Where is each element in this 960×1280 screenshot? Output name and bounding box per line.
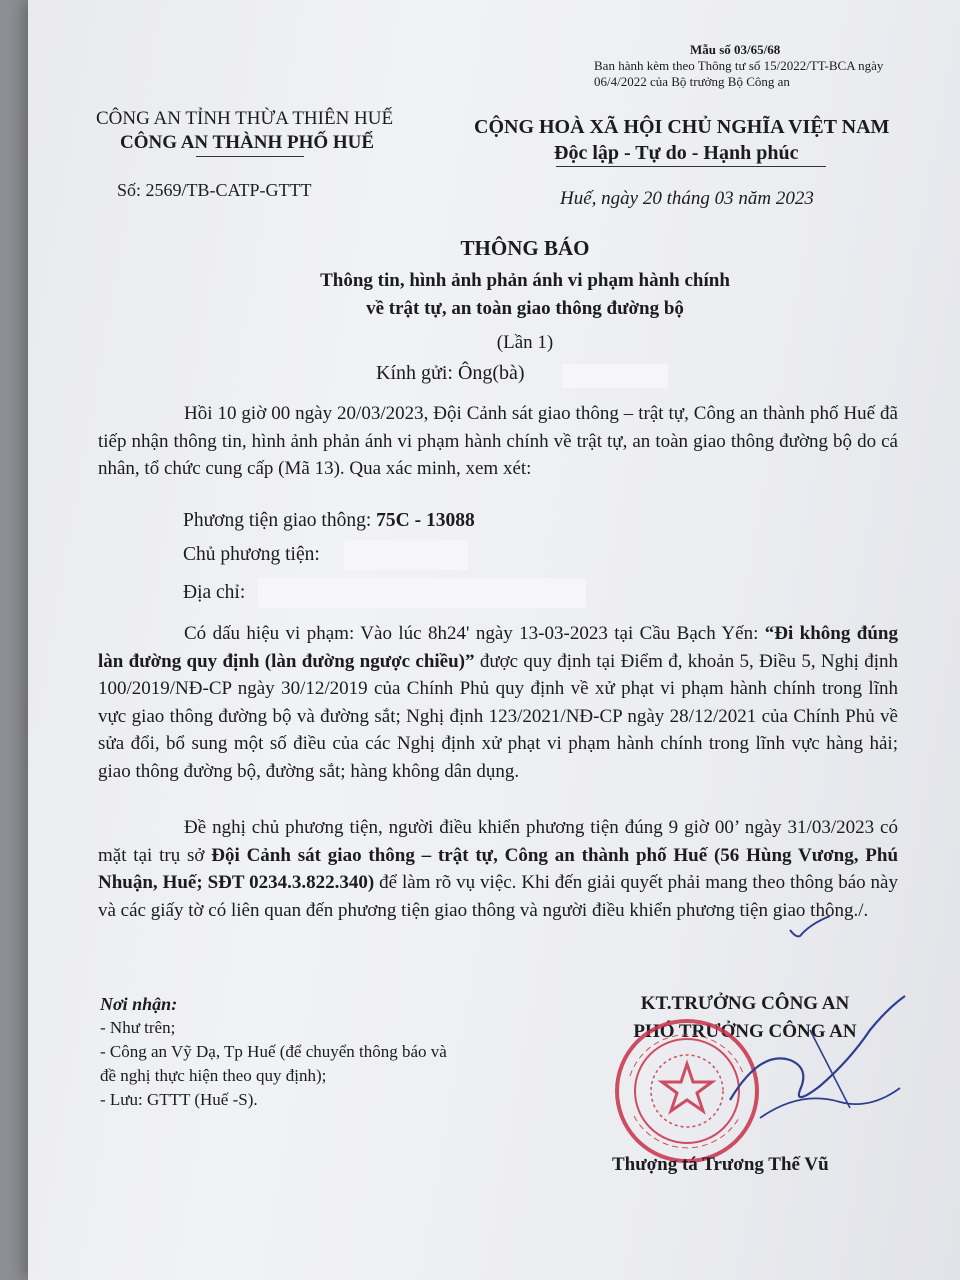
redacted-address	[258, 578, 586, 608]
request-paragraph	[98, 814, 898, 924]
recipient-item: đề nghị thực hiện theo quy định);	[100, 1066, 327, 1085]
vehicle-plate: 75C - 13088	[376, 510, 475, 531]
request-rest: để làm rõ vụ việc. Khi đến giải quyết phải mang theo thông báo này và các giấy tờ có liên quan đến phương tiện giao thông và người điều khiển phương tiện giao thông./.	[98, 872, 898, 921]
form-code: Mẫu số 03/65/68	[690, 42, 781, 57]
request-location: Đội Cảnh sát giao thông – trật tự, Công an thành phố Huế (56 Hùng Vương, Phú Nhuận, Huế; SĐT 0234.3.822.340)	[98, 844, 899, 893]
handwritten-signature	[700, 990, 920, 1140]
document-title: THÔNG BÁO	[460, 236, 590, 260]
violation-description: “Đi không đúng làn đường quy định (làn đường ngược chiều)”	[98, 623, 898, 672]
motto-underline	[556, 166, 826, 167]
recipient-item: - Công an Vỹ Dạ, Tp Huế (để chuyển thông báo và	[100, 1042, 447, 1061]
intro-paragraph: Hồi 10 giờ 00 ngày 20/03/2023, Đội Cảnh sát giao thông – trật tự, Công an thành phố Huế đã tiếp nhận thông tin, hình ảnh phản ánh vi phạm hành chính về trật tự, an toàn giao thông đường bộ do cá nhân, tổ chức cung cấp (Mã 13). Qua xác minh, xem xét:	[98, 403, 898, 479]
vehicle-field	[183, 510, 475, 532]
vehicle-label: Phương tiện giao thông:	[183, 510, 377, 531]
address-label: Địa chỉ:	[183, 582, 246, 603]
addressee-label: Kính gửi: Ông(bà)	[376, 362, 525, 384]
violation-prefix: Có dấu hiệu vi phạm: Vào lúc 8h24' ngày 13-03-2023 tại Cầu Bạch Yến:	[184, 623, 765, 644]
redacted-owner	[344, 540, 468, 570]
violation-paragraph	[98, 620, 898, 785]
address-field	[183, 582, 245, 604]
recipients-heading: Nơi nhận:	[100, 994, 178, 1014]
notice-round: (Lần 1)	[496, 332, 554, 353]
owner-label: Chủ phương tiện:	[183, 544, 320, 565]
agency-name: CÔNG AN THÀNH PHỐ HUẾ	[120, 132, 375, 153]
document-subtitle-2: về trật tự, an toàn giao thông đường bộ	[366, 298, 684, 319]
agency-parent: CÔNG AN TỈNH THỪA THIÊN HUẾ	[96, 108, 394, 129]
signature-title-2: PHÓ TRƯỞNG CÔNG AN	[633, 1021, 857, 1042]
document-number: Số: 2569/TB-CATP-GTTT	[117, 180, 312, 200]
violation-legal-basis: được quy định tại Điểm đ, khoản 5, Điều 5, Nghị định 100/2019/NĐ-CP ngày 30/12/2019 của Chính Phủ quy định về xử phạt vi phạm hành chính trong lĩnh vực giao thông đường bộ và đường sắt; Nghị định 123/2021/NĐ-CP ngày 28/12/2021 của Chính Phủ về sửa đổi, bổ sung một số điều của các Nghị định xử phạt vi phạm hành chính trong lĩnh vực hàng hải; giao thông đường bộ, đường sắt; hàng không dân dụng.	[98, 650, 898, 782]
nation-name: CỘNG HOÀ XÃ HỘI CHỦ NGHĨA VIỆT NAM	[474, 116, 890, 138]
request-prefix: Đề nghị chủ phương tiện, người điều khiển phương tiện đúng 9 giờ 00’ ngày 31/03/2023 có mặt tại trụ sở	[98, 817, 898, 866]
document-subtitle-1: Thông tin, hình ảnh phản ánh vi phạm hành chính	[320, 270, 730, 291]
signer-name: Thượng tá Trương Thế Vũ	[612, 1154, 829, 1175]
recipient-item: - Lưu: GTTT (Huế -S).	[100, 1090, 258, 1109]
pen-tick-mark	[788, 912, 832, 942]
form-issuance-note: Ban hành kèm theo Thông tư số 15/2022/TT-BCA ngày 06/4/2022 của Bộ trưởng Bộ Công an	[594, 58, 884, 89]
recipients-block	[100, 992, 447, 1112]
redacted-addressee	[562, 364, 668, 388]
recipient-item: - Như trên;	[100, 1018, 176, 1037]
owner-field	[183, 544, 320, 566]
national-motto: Độc lập - Tự do - Hạnh phúc	[554, 142, 799, 164]
agency-underline	[196, 156, 304, 157]
signature-title-1: KT.TRƯỞNG CÔNG AN	[640, 993, 850, 1014]
document-date: Huế, ngày 20 tháng 03 năm 2023	[560, 188, 814, 209]
